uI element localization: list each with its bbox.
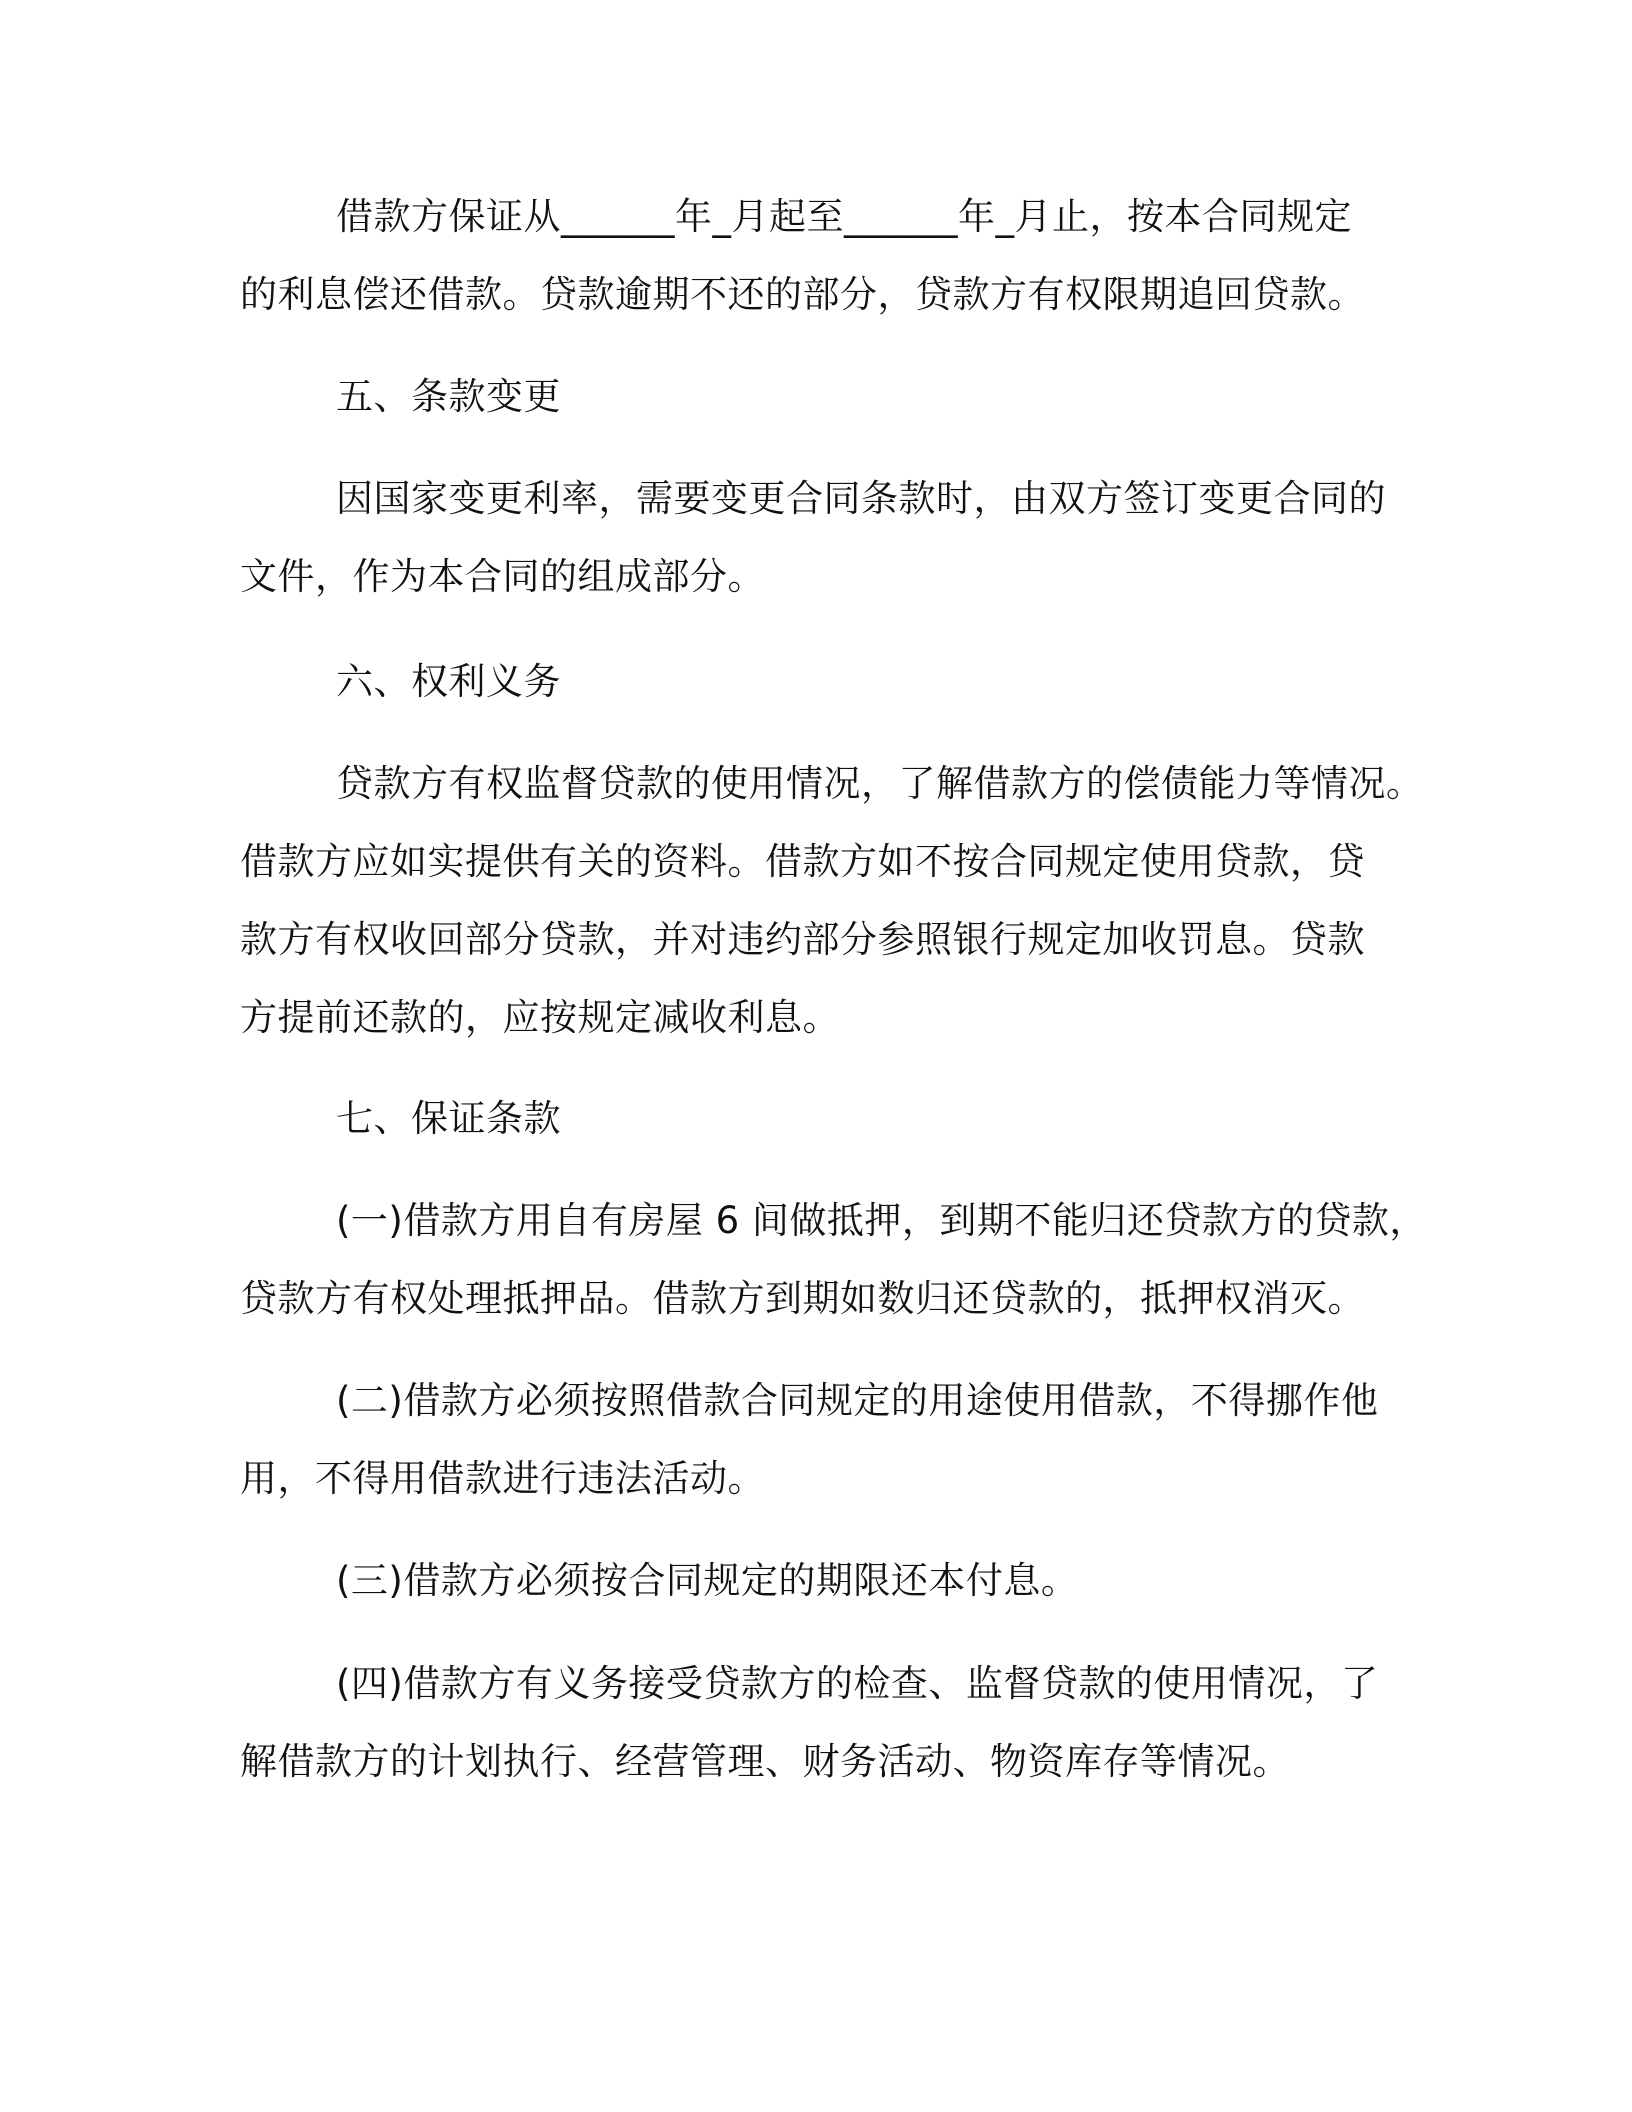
paragraph-line: 贷款方有权处理抵押品。借款方到期如数归还贷款的，抵押权消灭。 [240,1277,1365,1320]
paragraph-line: 借款方应如实提供有关的资料。借款方如不按合同规定使用贷款，贷 [240,840,1365,883]
paragraph-line: (四)借款方有义务接受贷款方的检查、监督贷款的使用情况，了 [336,1662,1379,1705]
paragraph-line: 文件，作为本合同的组成部分。 [240,555,765,598]
paragraph-line: 借款方保证从______年_月起至______年_月止，按本合同规定 [336,195,1352,238]
section-heading-terms-change: 五、条款变更 [336,375,561,418]
paragraph-line: 用，不得用借款进行违法活动。 [240,1457,765,1500]
paragraph-line: 的利息偿还借款。贷款逾期不还的部分，贷款方有权限期追回贷款。 [240,273,1365,316]
paragraph-line: 因国家变更利率，需要变更合同条款时，由双方签订变更合同的 [336,477,1386,520]
paragraph-line: 贷款方有权监督贷款的使用情况，了解借款方的偿债能力等情况。 [336,762,1424,805]
paragraph-line: 方提前还款的，应按规定减收利息。 [240,996,840,1039]
paragraph-terms-change [240,460,1400,616]
paragraph-repayment [240,178,1400,334]
section-heading-rights-obligations: 六、权利义务 [336,660,561,703]
paragraph-line: 解借款方的计划执行、经营管理、财务活动、物资库存等情况。 [240,1740,1290,1783]
paragraph-guarantee-4 [240,1645,1400,1801]
paragraph-line: (三)借款方必须按合同规定的期限还本付息。 [336,1559,1079,1602]
paragraph-line: (一)借款方用自有房屋 6 间做抵押，到期不能归还贷款方的贷款， [336,1199,1427,1242]
paragraph-rights-obligations [240,745,1424,1057]
section-heading-guarantee: 七、保证条款 [336,1097,561,1140]
paragraph-guarantee-2 [240,1362,1400,1518]
paragraph-guarantee-1 [240,1182,1427,1338]
paragraph-line: 款方有权收回部分贷款，并对违约部分参照银行规定加收罚息。贷款 [240,918,1365,961]
paragraph-line: (二)借款方必须按照借款合同规定的用途使用借款，不得挪作他 [336,1379,1379,1422]
paragraph-guarantee-3 [240,1542,1400,1620]
